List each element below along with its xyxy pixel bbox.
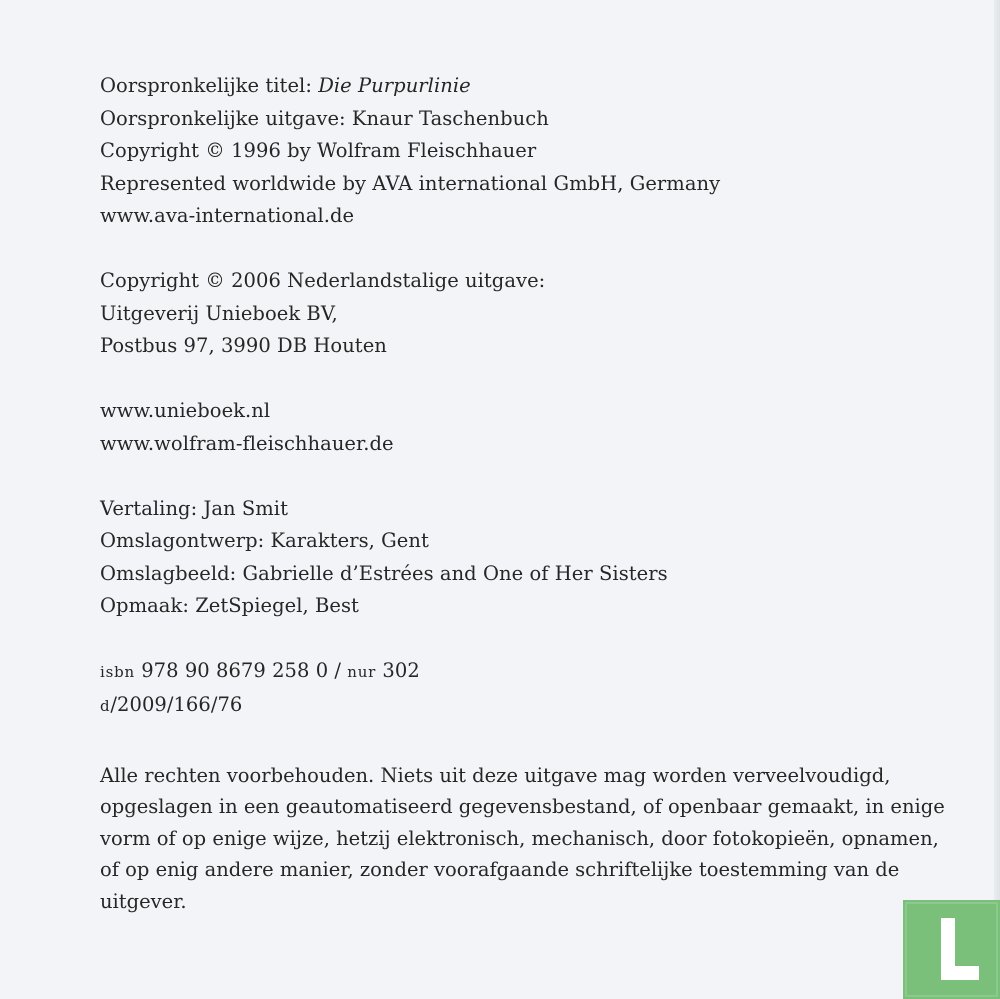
nur-label: nur — [347, 663, 377, 681]
cover-image-credit: Omslagbeeld: Gabrielle d’Estrées and One of Her Sisters — [100, 561, 668, 585]
depot-prefix: d — [100, 696, 111, 715]
dutch-copyright-line: Copyright © 2006 Nederlandstalige uitgave: — [100, 269, 546, 292]
rights-line-4: of op enig andere manier, zonder voorafgaande schriftelijke toestemming van de — [100, 858, 900, 882]
isbn-line — [100, 655, 960, 689]
spacer — [100, 623, 960, 656]
original-copyright-line: Copyright © 1996 by Wolfram Fleischhauer — [100, 139, 537, 162]
logo-shape-icon — [903, 900, 1000, 999]
rights-line-5: uitgever. — [100, 889, 187, 913]
original-title-label: Oorspronkelijke titel: — [100, 74, 312, 97]
original-publisher-line: Oorspronkelijke uitgave: Knaur Taschenbuch — [100, 106, 549, 130]
author-website: www.wolfram-fleischhauer.de — [100, 431, 394, 455]
spacer — [100, 233, 960, 266]
depot-value: /2009/166/76 — [110, 692, 243, 716]
isbn-value: 978 90 8679 258 0 / — [141, 659, 342, 682]
nur-value: 302 — [382, 659, 420, 682]
rights-notice — [100, 760, 960, 917]
page-edge — [994, 0, 1000, 999]
rights-line-1: Alle rechten voorbehouden. Niets uit deze uitgave mag worden verveelvoudigd, — [100, 764, 891, 787]
rights-line-2: opgeslagen in een geautomatiseerd gegevensbestand, of openbaar gemaakt, in enige — [100, 795, 945, 819]
spacer — [100, 363, 960, 396]
dutch-address: Postbus 97, 3990 DB Houten — [100, 334, 387, 357]
isbn-label: isbn — [100, 663, 135, 681]
unieboek-website: www.unieboek.nl — [100, 399, 271, 422]
colophon — [100, 70, 960, 722]
original-title-line — [100, 70, 960, 103]
layout-credit: Opmaak: ZetSpiegel, Best — [100, 594, 359, 617]
spacer — [100, 460, 960, 493]
dutch-publisher: Uitgeverij Unieboek BV, — [100, 301, 338, 325]
depot-line — [100, 689, 960, 723]
cover-design-credit: Omslagontwerp: Karakters, Gent — [100, 529, 429, 552]
represented-line: Represented worldwide by AVA international GmbH, Germany — [100, 171, 721, 195]
original-title-value: Die Purpurlinie — [318, 74, 471, 97]
rights-line-3: vorm of op enige wijze, hetzij elektronisch, mechanisch, door fotokopieën, opnamen, — [100, 826, 939, 850]
translation-credit: Vertaling: Jan Smit — [100, 496, 288, 520]
ava-website: www.ava-international.de — [100, 204, 355, 227]
watermark-logo-icon — [903, 900, 1000, 999]
